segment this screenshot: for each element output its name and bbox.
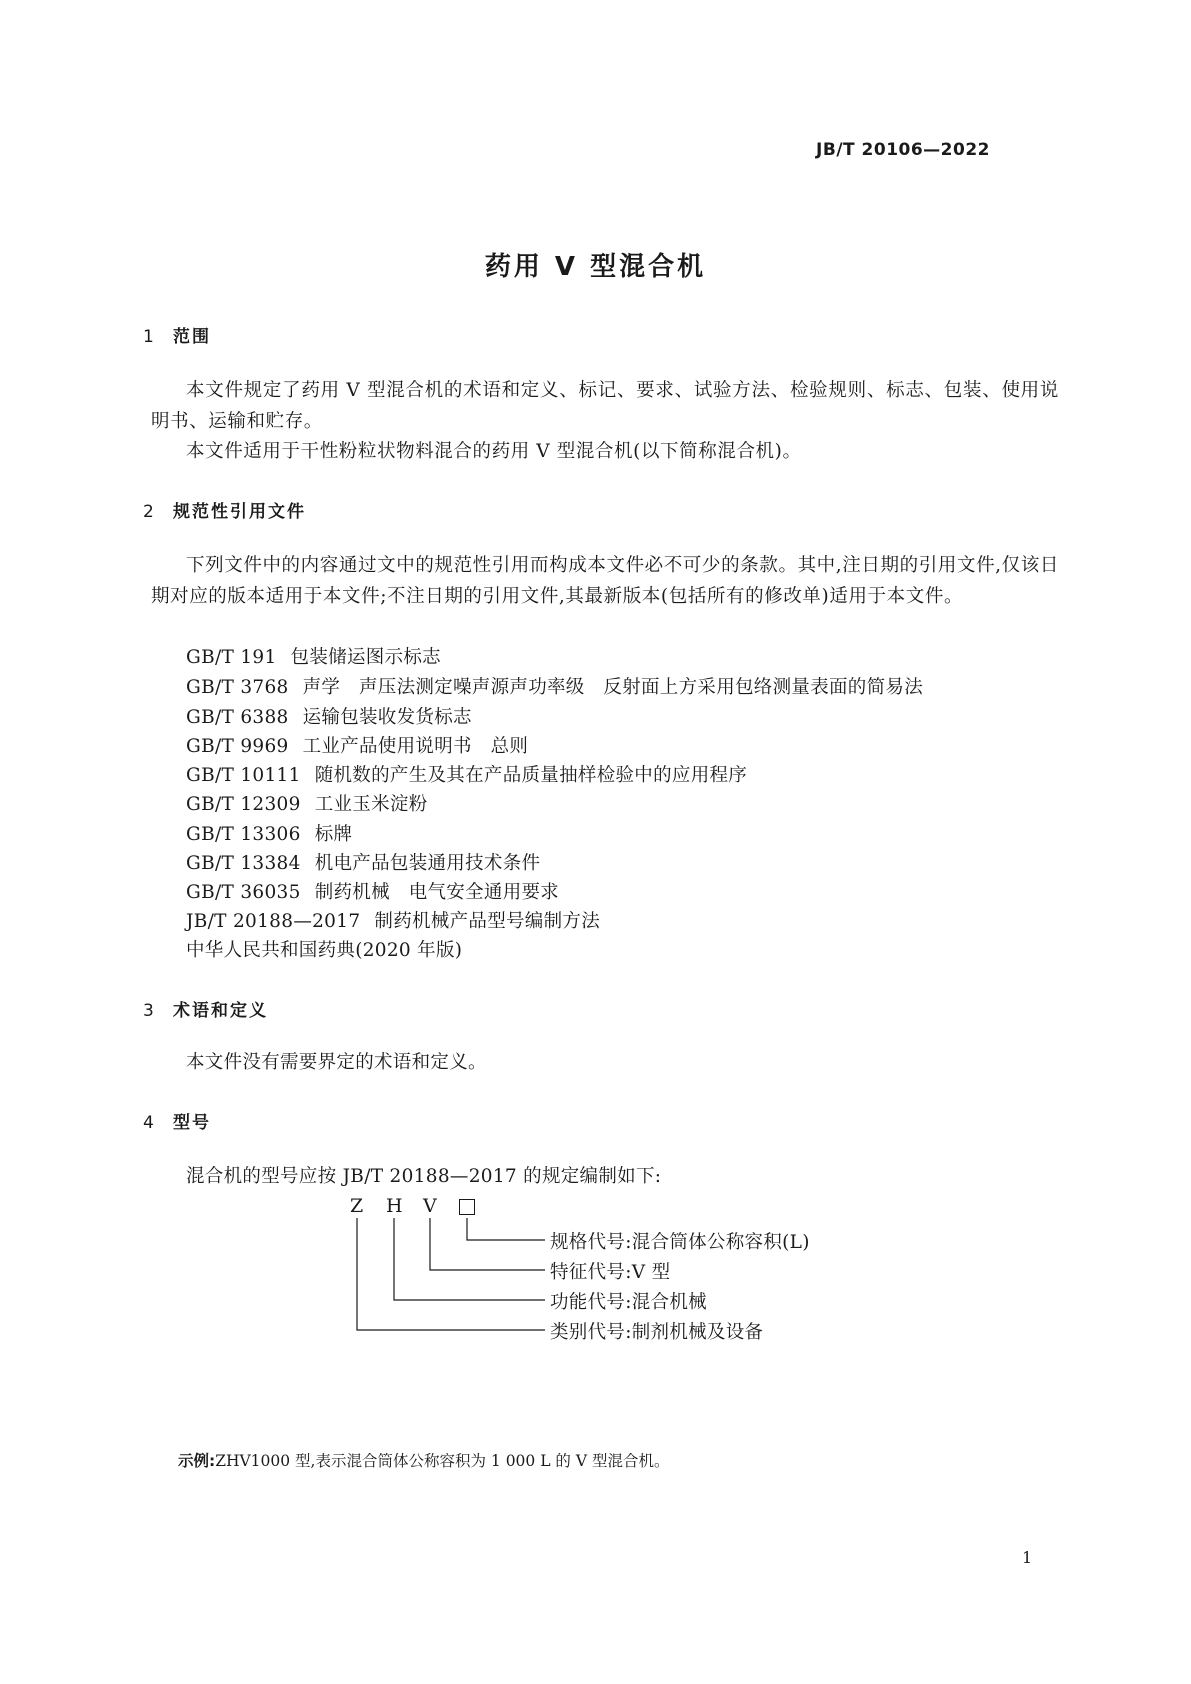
feature-connector [430, 1218, 545, 1270]
reference-code: GB/T 3768 [186, 677, 289, 698]
section-title: 规范性引用文件 [173, 502, 306, 522]
reference-code: GB/T 9969 [186, 736, 289, 757]
reference-code: JB/T 20188—2017 [186, 911, 361, 932]
page-number: 1 [1022, 1548, 1033, 1567]
document-title: 药用 V 型混合机 [484, 252, 707, 282]
function-connector [394, 1218, 545, 1300]
category-connector [357, 1218, 545, 1330]
feature-code-label: 特征代号:V 型 [550, 1262, 671, 1283]
terms-paragraph: 本文件没有需要界定的术语和定义。 [186, 1052, 487, 1073]
reference-code: GB/T 13384 [186, 853, 301, 874]
normative-refs-paragraph: 下列文件中的内容通过文中的规范性引用而构成本文件必不可少的条款。其中,注日期的引用文件,仅该日期对应的版本适用于本文件;不注日期的引用文件,其最新版本(包括所有的修改单)适用于本文件。 [151, 555, 1059, 607]
reference-title: 机电产品包装通用技术条件 [314, 853, 541, 874]
reference-title: 标牌 [314, 824, 353, 845]
example-text: ZHV1000 型,表示混合筒体公称容积为 1 000 L 的 V 型混合机。 [215, 1452, 670, 1470]
reference-title: 工业产品使用说明书 总则 [302, 736, 529, 757]
scope-paragraph-1: 本文件规定了药用 V 型混合机的术语和定义、标记、要求、试验方法、检验规则、标志、包装、使用说明书、运输和贮存。 [151, 380, 1059, 432]
pharmacopoeia-reference: 中华人民共和国药典(2020 年版) [186, 940, 463, 961]
reference-title: 制药机械 电气安全通用要求 [314, 882, 560, 903]
reference-title: 包装储运图示标志 [290, 647, 441, 668]
section-title: 范围 [173, 327, 211, 347]
section-number: 3 [143, 1001, 156, 1021]
model-letter-v: V [423, 1195, 437, 1217]
model-intro: 混合机的型号应按 JB/T 20188—2017 的规定编制如下: [186, 1166, 662, 1187]
reference-title: 随机数的产生及其在产品质量抽样检验中的应用程序 [314, 765, 748, 786]
spec-code-label: 规格代号:混合筒体公称容积(L) [550, 1232, 810, 1253]
section-number: 1 [143, 327, 156, 347]
model-letter-z: Z [350, 1195, 364, 1217]
section-title: 型号 [173, 1113, 211, 1133]
reference-code: GB/T 13306 [186, 824, 301, 845]
reference-title: 运输包装收发货标志 [302, 707, 472, 728]
reference-title: 声学 声压法测定噪声源声功率级 反射面上方采用包络测量表面的简易法 [302, 677, 924, 698]
reference-code: GB/T 191 [186, 647, 277, 668]
example-label: 示例: [178, 1452, 216, 1470]
reference-title: 工业玉米淀粉 [314, 794, 428, 815]
function-code-label: 功能代号:混合机械 [550, 1292, 707, 1313]
spec-connector [467, 1218, 545, 1240]
scope-paragraph-2: 本文件适用于干性粉粒状物料混合的药用 V 型混合机(以下简称混合机)。 [186, 441, 802, 462]
reference-code: GB/T 6388 [186, 707, 289, 728]
standard-code: JB/T 20106—2022 [816, 140, 990, 160]
section-title: 术语和定义 [173, 1001, 268, 1021]
model-example [178, 1449, 669, 1471]
model-letter-h: H [386, 1195, 403, 1217]
reference-title: 制药机械产品型号编制方法 [374, 911, 601, 932]
category-code-label: 类别代号:制剂机械及设备 [550, 1322, 764, 1343]
reference-code: GB/T 12309 [186, 794, 301, 815]
section-number: 2 [143, 502, 156, 522]
reference-code: GB/T 10111 [186, 765, 301, 786]
reference-code: GB/T 36035 [186, 882, 301, 903]
section-number: 4 [143, 1113, 156, 1133]
